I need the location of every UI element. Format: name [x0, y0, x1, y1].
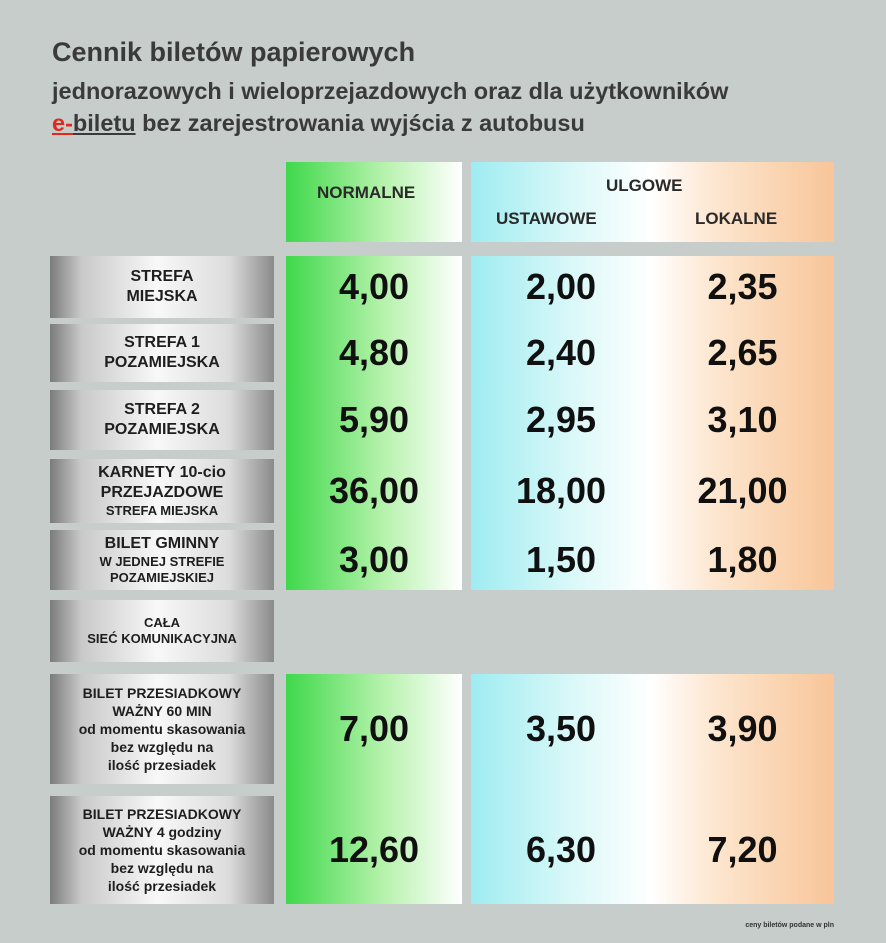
price-local: 1,80 — [707, 539, 778, 580]
price-normal: 36,00 — [328, 470, 420, 511]
price-statutory: 2,40 — [525, 332, 597, 373]
row-label-line: STREFA — [130, 268, 194, 285]
row-label-line: CAŁA — [143, 615, 181, 630]
price-local: 21,00 — [697, 470, 788, 511]
row-label-line: POZAMIEJSKIEJ — [109, 570, 215, 585]
row-label-line: STREFA 2 — [124, 401, 200, 418]
row-label-whole-network — [50, 600, 274, 662]
row-label-line: ilość przesiadek — [107, 757, 217, 773]
e-ticket-word: biletu — [72, 110, 136, 136]
local-header-bg — [651, 162, 834, 242]
row-label-line: BILET PRZESIADKOWY — [82, 806, 242, 822]
row-label-zone-1 — [50, 324, 274, 382]
price-local: 2,65 — [707, 332, 778, 373]
header-local: LOKALNE — [695, 209, 778, 228]
e-prefix: e- — [52, 110, 73, 136]
header-normal: NORMALNE — [317, 183, 416, 202]
price-normal: 4,80 — [338, 332, 410, 373]
price-local: 3,10 — [707, 399, 778, 440]
subtitle-line-2-rest: bez zarejestrowania wyjścia z autobusu — [135, 110, 585, 136]
price-normal: 12,60 — [328, 829, 420, 870]
currency-footnote: ceny biletów podane w pln — [745, 922, 834, 929]
price-normal: 4,00 — [338, 266, 410, 307]
row-label-line: SIEĆ KOMUNIKACYJNA — [87, 631, 237, 646]
row-label-line: BILET GMINNY — [104, 535, 220, 552]
row-label-line: od momentu skasowania — [78, 842, 246, 858]
row-label-line: od momentu skasowania — [78, 721, 246, 737]
page-title: Cennik biletów papierowych — [52, 37, 416, 67]
row-label-line: bez względu na — [110, 860, 214, 876]
header-statutory: USTAWOWE — [496, 209, 597, 228]
price-statutory: 2,00 — [525, 266, 597, 307]
row-label-zone-2 — [50, 390, 274, 450]
row-label-10-ride-pass — [50, 459, 274, 523]
row-label-line: STREFA 1 — [124, 334, 200, 351]
row-label-transfer-60-min — [50, 674, 274, 784]
row-label-line: POZAMIEJSKA — [104, 421, 220, 438]
row-label-transfer-4-hours — [50, 796, 274, 904]
price-normal: 7,00 — [338, 708, 410, 749]
row-label-line: POZAMIEJSKA — [104, 354, 220, 371]
row-label-line: ilość przesiadek — [107, 878, 217, 894]
subtitle-line-1: jednorazowych i wieloprzejazdowych oraz dla użytkowników — [52, 78, 729, 104]
row-label-line: WAŻNY 4 godziny — [102, 824, 222, 840]
price-local: 2,35 — [707, 266, 778, 307]
row-label-line: KARNETY 10-cio — [98, 464, 226, 481]
row-label-line: W JEDNEJ STREFIE — [99, 554, 225, 569]
price-statutory: 3,50 — [525, 708, 597, 749]
row-label-line: PRZEJAZDOWE — [100, 484, 224, 501]
price-statutory: 18,00 — [515, 470, 607, 511]
price-statutory: 6,30 — [525, 829, 597, 870]
row-label-line: STREFA MIEJSKA — [105, 503, 219, 518]
row-label-city-zone — [50, 256, 274, 318]
row-label-line: BILET PRZESIADKOWY — [82, 685, 242, 701]
row-label-line: MIEJSKA — [126, 288, 198, 305]
reduced-header-bg — [471, 162, 651, 242]
price-normal: 5,90 — [338, 399, 410, 440]
price-local: 3,90 — [707, 708, 778, 749]
price-local: 7,20 — [707, 829, 778, 870]
price-statutory: 1,50 — [525, 539, 597, 580]
row-label-line: bez względu na — [110, 739, 214, 755]
row-label-municipal-ticket — [50, 530, 274, 590]
subtitle-line-2 — [52, 108, 585, 138]
price-statutory: 2,95 — [525, 399, 597, 440]
price-normal: 3,00 — [338, 539, 410, 580]
row-label-line: WAŻNY 60 MIN — [112, 703, 212, 719]
header-reduced: ULGOWE — [606, 176, 683, 195]
